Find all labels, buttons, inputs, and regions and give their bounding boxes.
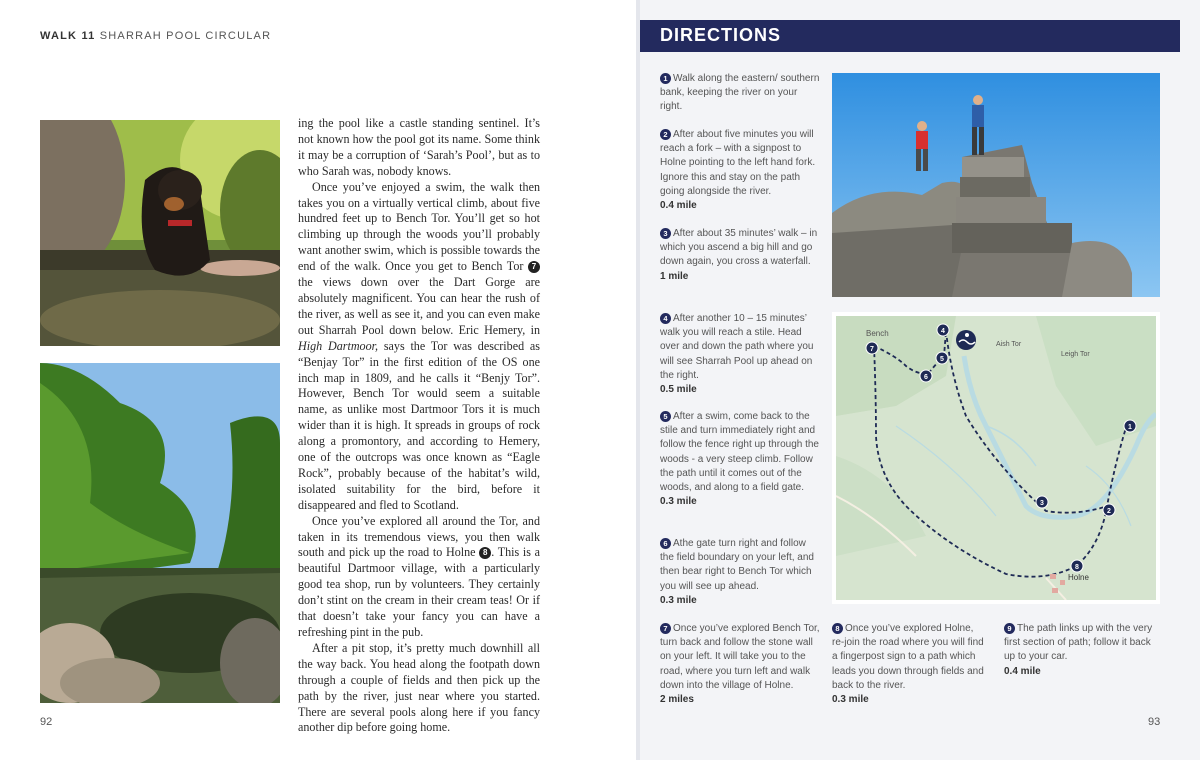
direction-step-6 (660, 537, 820, 608)
svg-text:8: 8 (1075, 564, 1079, 571)
step-number-badge: 3 (660, 228, 671, 239)
swim-icon (956, 330, 976, 350)
dog-swimming-photo (40, 120, 280, 346)
direction-step-7 (660, 622, 820, 707)
map-marker-8 (1071, 560, 1083, 572)
body-text-span: . This is a beautiful Dartmoor village, with a particularly good tea shop, run by volunteers. They certainly don’t stint on the cream in their cream teas! Or if that doesn’t take your fancy you can have a refreshing pint in the pub. (298, 545, 541, 639)
body-text-span: the views down over the Dart Gorge are absolutely magnificent. You can hear the rush of the river, as well as see it, and you can even make out Sharrah Pool down below. Eric Hemery, in (298, 275, 540, 337)
svg-text:5: 5 (940, 356, 944, 363)
hikers-on-tor-photo (832, 73, 1160, 297)
body-paragraph (298, 116, 540, 180)
svg-text:7: 7 (870, 346, 874, 353)
right-page-number: 93 (1148, 716, 1161, 728)
step-number-badge: 9 (1004, 623, 1015, 634)
map-label-bench: Bench (866, 329, 889, 338)
step-number-badge: 1 (660, 73, 671, 84)
book-title: High Dartmoor, (298, 338, 379, 353)
route-map-svg (836, 316, 1156, 600)
step-text: After about 35 minutes’ walk – in which you ascend a big hill and go down again, you cross a waterfall. (660, 228, 818, 268)
step-distance: 1 mile (660, 270, 689, 282)
direction-step-3 (660, 227, 820, 284)
step-distance: 0.3 mile (660, 594, 697, 606)
body-text-span: says the Tor was described as “Benjay Tor” in the first edition of the OS one inch map in 1809, and he calls it “Benjy Tor”. However, Bench Tor would seem a suitable name, as unlike most Dartmoor Tors it is much wider than it is high. It spreads in groups of rock along a promontory, and according to Hemery, one of the outcrops was once known as “Eagle Rock”, probably because of the habitat’s wild, isolated suitability for the bird, before it disappeared and fled to Scotland. (298, 338, 540, 512)
step-number-badge: 8 (832, 623, 843, 634)
body-text-span: ing the pool like a castle standing sentinel. It’s not known how the pool got its name. Some think it may be a corruption of ‘Sarah’s Pool’, but as to who Sarah was, nobody knows. (298, 116, 540, 178)
route-marker-7: 7 (528, 261, 540, 273)
walk-description-text (298, 116, 540, 736)
map-marker-1 (1124, 420, 1136, 432)
map-label-holne: Holne (1068, 573, 1089, 582)
body-paragraph (298, 514, 540, 641)
step-distance: 2 miles (660, 694, 694, 706)
route-map (832, 312, 1160, 604)
river-pool-photo (40, 363, 280, 703)
step-text: The path links up with the very first section of path; follow it back up to your car. (1004, 623, 1153, 663)
map-marker-7 (866, 342, 878, 354)
right-page (640, 0, 1200, 760)
body-paragraph (298, 641, 540, 736)
step-number-badge: 6 (660, 538, 671, 549)
svg-text:6: 6 (924, 374, 928, 381)
direction-step-5 (660, 410, 820, 509)
svg-text:2: 2 (1107, 508, 1111, 515)
map-label-leigh-tor: Leigh Tor (1061, 351, 1090, 358)
left-page-number: 92 (40, 716, 53, 728)
running-head (40, 30, 271, 42)
step-text: Walk along the eastern/ southern bank, keeping the river on your right. (660, 73, 820, 113)
step-number-badge: 4 (660, 313, 671, 324)
step-distance: 0.4 mile (1004, 665, 1041, 677)
step-distance: 0.3 mile (660, 496, 697, 508)
body-text-span: After a pit stop, it’s pretty much downhill all the way back. You head along the footpath down through a couple of fields and then pick up the path by the river, just near where you started. There are several pools along here if you fancy another dip before going home. (298, 640, 540, 735)
step-distance: 0.4 mile (660, 200, 697, 212)
running-head-walk: WALK 11 (40, 30, 96, 42)
svg-text:3: 3 (1040, 500, 1044, 507)
step-text: After about five minutes you will reach a fork – with a signpost to Holne pointing to the left hand fork. Ignore this and stay on the path going alongside the river. (660, 129, 816, 197)
directions-heading: DIRECTIONS (660, 25, 782, 45)
step-distance: 0.5 mile (660, 384, 697, 396)
running-head-title: SHARRAH POOL CIRCULAR (99, 30, 272, 42)
body-text-span: Once you’ve enjoyed a swim, the walk then takes you on a virtually vertical climb, about five hundred feet up to Bench Tor. You’ll get so hot climbing up through the woods you’ll probably want another swim, which is possible towards the end of the walk. Once you get to Bench Tor (298, 179, 540, 274)
body-text-span: Once you’ve explored all around the Tor, and taken in its tremendous views, you then walk south and pick up the road to Holne (298, 513, 540, 560)
step-number-badge: 7 (660, 623, 671, 634)
step-text: Athe gate turn right and follow the field boundary on your left, and then bear right to Bench Tor which you will see up ahead. (660, 538, 814, 592)
step-text: After a swim, come back to the stile and turn immediately right and follow the fence right up through the woods - a very steep climb. Follow the path until it comes out of the woods, and along to a field gate. (660, 411, 819, 494)
direction-step-2 (660, 128, 820, 213)
svg-text:1: 1 (1128, 424, 1132, 431)
step-text: After another 10 – 15 minutes’ walk you will reach a stile. Head over and down the path where you will see Sharrah Pool up ahead on the right. (660, 313, 814, 381)
map-marker-6 (920, 370, 932, 382)
direction-step-9 (1004, 622, 1160, 679)
svg-text:4: 4 (941, 328, 945, 335)
map-marker-5 (936, 352, 948, 364)
map-marker-4 (937, 324, 949, 336)
direction-step-8 (832, 622, 984, 707)
route-marker-8: 8 (479, 547, 491, 559)
step-number-badge: 5 (660, 411, 671, 422)
step-text: Once you’ve explored Bench Tor, turn back and follow the stone wall on your left. It will take you to the road, where you turn left and walk down into the village of Holne. (660, 623, 820, 691)
step-distance: 0.3 mile (832, 694, 869, 706)
map-label-aish-tor: Aish Tor (996, 341, 1022, 348)
map-marker-2 (1103, 504, 1115, 516)
direction-step-1 (660, 72, 820, 115)
step-text: Once you’ve explored Holne, re-join the road where you will find a fingerpost sign to a path which leads you down through fields and back to the river. (832, 623, 984, 691)
body-paragraph (298, 180, 540, 514)
map-marker-3 (1036, 496, 1048, 508)
directions-banner (640, 20, 1180, 52)
direction-step-4 (660, 312, 820, 397)
step-number-badge: 2 (660, 129, 671, 140)
